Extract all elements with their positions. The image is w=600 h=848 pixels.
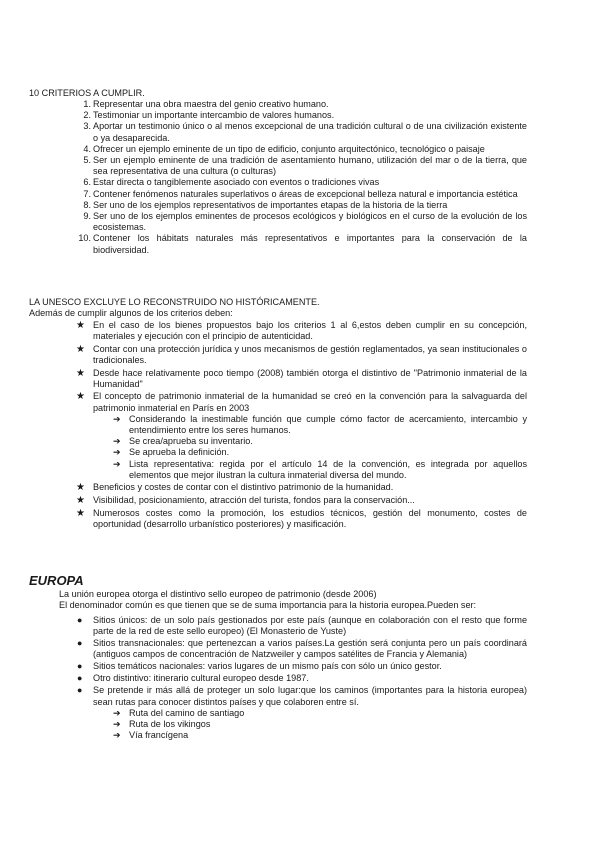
dot-bullet-icon: ●: [77, 638, 83, 649]
dot-item-text: Sitios únicos: de un solo país gestionados por este país (aunque en colaboración con el resto que forme parte de la red de este sello europeo) (El Monasterio de Yuste): [93, 615, 527, 637]
star-item-text: El concepto de patrimonio inmaterial de la humanidad se creó en la convención para la salvaguarda del patrimonio inmaterial en París en 2003: [93, 391, 527, 413]
dot-bullet-icon: ●: [77, 661, 83, 672]
criteria-item: [29, 189, 527, 200]
star-bullet-icon: ★: [76, 367, 85, 379]
route-item-text: Vía francígena: [129, 730, 189, 741]
star-bullet-icon: ★: [76, 320, 85, 331]
dot-item: [29, 661, 527, 672]
criteria-number: 3.: [83, 121, 91, 132]
criteria-text: Ser un ejemplo eminente de una tradición de asentamiento humano, utilización del mar o de la tierra, que sea representativa de una cultura (o culturas): [93, 155, 527, 177]
arrow-item: [93, 414, 527, 436]
criteria-number: 2.: [83, 110, 91, 121]
dot-bullet-icon: ●: [77, 615, 83, 625]
criteria-heading: 10 CRITERIOS A CUMPLIR.: [29, 88, 145, 98]
star-item: [29, 368, 527, 390]
arrow-bullet-icon: ➔: [113, 413, 121, 424]
route-item: [93, 719, 527, 730]
dot-item: [29, 673, 527, 684]
route-item-text: Ruta del camino de santiago: [129, 707, 245, 718]
criteria-list: [29, 99, 527, 256]
criteria-text: Contener los hábitats naturales más representativos e importantes para la conservación de la biodiversidad.: [93, 233, 527, 255]
star-item-text: Beneficios y costes de contar con el distintivo patrimonio de la humanidad.: [93, 482, 394, 493]
dot-item: [29, 685, 527, 741]
arrow-bullet-icon: ➔: [113, 436, 121, 447]
criteria-text: Testimoniar un importante intercambio de valores humanos.: [93, 110, 335, 121]
criteria-item: [29, 233, 527, 255]
criteria-item: [29, 155, 527, 177]
star-item: [29, 344, 527, 366]
dot-item: [29, 638, 527, 660]
arrow-item-text: Considerando la inestimable función que cumple cómo factor de acercamiento, intercambio y entendimiento entre los seres humanos.: [129, 413, 527, 435]
unesco-exclusion-line: LA UNESCO EXCLUYE LO RECONSTRUIDO NO HISTÓRICAMENTE.: [29, 297, 320, 307]
star-bullet-icon: ★: [76, 391, 85, 403]
europa-intro: [59, 589, 527, 611]
star-item-text: Desde hace relativamente poco tiempo (2008) también otorga el distintivo de "Patrimonio inmaterial de la Humanidad": [93, 367, 527, 389]
route-item: [93, 730, 527, 741]
criteria-item: [29, 121, 527, 143]
route-item-text: Ruta de los vikingos: [129, 719, 211, 730]
intangible-heritage-sublist: [93, 414, 527, 481]
europa-intro-line: El denominador común es que tienen que se de suma importancia para la historia europea.Pueden ser:: [59, 600, 477, 611]
criteria-number: 7.: [83, 188, 91, 199]
unesco-requirements-list: [29, 320, 527, 531]
star-bullet-icon: ★: [76, 507, 85, 519]
criteria-text: Contener fenómenos naturales superlativos o áreas de excepcional belleza natural e importancia estética: [93, 188, 518, 199]
star-item: [29, 508, 527, 530]
dot-item-text: Sitios temáticos nacionales: varios lugares de un mismo país con sólo un único gestor.: [93, 661, 442, 672]
star-item-text: Contar con una protección jurídica y unos mecanismos de gestión reglamentados, ya sean institucionales o tradicionales.: [93, 343, 527, 365]
criteria-number: 1.: [83, 99, 91, 109]
criteria-text: Ser uno de los ejemplos eminentes de procesos ecológicos y biológicos en el curso de la evolución de los ecosistemas.: [93, 211, 527, 233]
cultural-routes-sublist: [93, 708, 527, 742]
criteria-text: Aportar un testimonio único o al menos excepcional de una tradición cultural o de una civilización existente o ya desaparecida.: [93, 121, 527, 143]
arrow-item: [93, 447, 527, 458]
arrow-item: [93, 436, 527, 447]
arrow-item: [93, 459, 527, 481]
star-bullet-icon: ★: [76, 495, 85, 506]
dot-bullet-icon: ●: [77, 685, 83, 696]
criteria-text: Ofrecer un ejemplo eminente de un tipo de edificio, conjunto arquitectónico, tecnológico o paisaje: [93, 143, 485, 154]
arrow-bullet-icon: ➔: [113, 458, 121, 469]
star-item-text: Visibilidad, posicionamiento, atracción del turista, fondos para la conservación...: [93, 495, 415, 505]
criteria-number: 5.: [83, 155, 91, 166]
unesco-intro: [29, 297, 527, 319]
criteria-item: [29, 211, 527, 233]
star-item-text: Numerosos costes como la promoción, los estudios técnicos, gestión del monumento, costes de oportunidad (desarrollo urbanístico posteriores) y masificación.: [93, 507, 527, 529]
arrow-item-text: Se crea/aprueba su inventario.: [129, 436, 253, 447]
star-item: [29, 482, 527, 493]
unesco-requirements-line: Además de cumplir algunos de los criterios deben:: [29, 308, 233, 319]
arrow-bullet-icon: ➔: [113, 447, 121, 458]
dot-item-text: Se pretende ir más allá de proteger un solo lugar:que los caminos (importantes para la historia europea) sean rutas para conocer distintos países y que colaboren entre sí.: [93, 685, 527, 707]
criteria-text: Representar una obra maestra del genio creativo humano.: [93, 99, 329, 109]
criteria-item: [29, 144, 527, 155]
criteria-number: 4.: [83, 143, 91, 154]
arrow-item-text: Lista representativa: regida por el artículo 14 de la convención, es integrada por aquellos elementos que mejor ilustran la cultura inmaterial diversa del mundo.: [129, 458, 527, 480]
arrow-item-text: Se aprueba la definición.: [129, 447, 230, 458]
criteria-item: [29, 177, 527, 188]
arrow-bullet-icon: ➔: [113, 730, 121, 741]
dot-item-text: Sitios transnacionales: que pertenezcan a varios países.La gestión será conjunta pero un país coordinará (antiguos campos de concentración de Natzweiler y campos satélites de Francia y Alemania): [93, 638, 527, 660]
dot-item-text: Otro distintivo: itinerario cultural europeo desde 1987.: [93, 673, 309, 684]
criteria-item: [29, 99, 527, 110]
star-item: [29, 495, 527, 506]
dot-item: [29, 615, 527, 637]
criteria-item: [29, 200, 527, 211]
criteria-text: Estar directa o tangiblemente asociado con eventos o tradiciones vivas: [93, 177, 380, 188]
criteria-number: 6.: [83, 177, 91, 188]
europa-intro-line: La unión europea otorga el distintivo sello europeo de patrimonio (desde 2006): [59, 589, 377, 599]
star-bullet-icon: ★: [76, 343, 85, 355]
star-item: [29, 320, 527, 342]
criteria-number: 8.: [83, 199, 91, 210]
star-bullet-icon: ★: [76, 482, 85, 494]
criteria-number: 9.: [83, 211, 91, 222]
arrow-bullet-icon: ➔: [113, 719, 121, 730]
criteria-item: [29, 110, 527, 121]
europa-heading: EUROPA: [29, 573, 84, 588]
star-item: [29, 391, 527, 481]
criteria-number: 10.: [78, 233, 91, 244]
star-item-text: En el caso de los bienes propuestos bajo los criterios 1 al 6,estos deben cumplir en su concepción, materiales y ejecución con el principio de autenticidad.: [93, 320, 527, 342]
dot-bullet-icon: ●: [77, 673, 83, 684]
arrow-bullet-icon: ➔: [113, 707, 121, 718]
criteria-text: Ser uno de los ejemplos representativos de importantes etapas de la historia de la tierra: [93, 199, 448, 210]
europa-sites-list: [29, 615, 527, 742]
route-item: [93, 708, 527, 719]
